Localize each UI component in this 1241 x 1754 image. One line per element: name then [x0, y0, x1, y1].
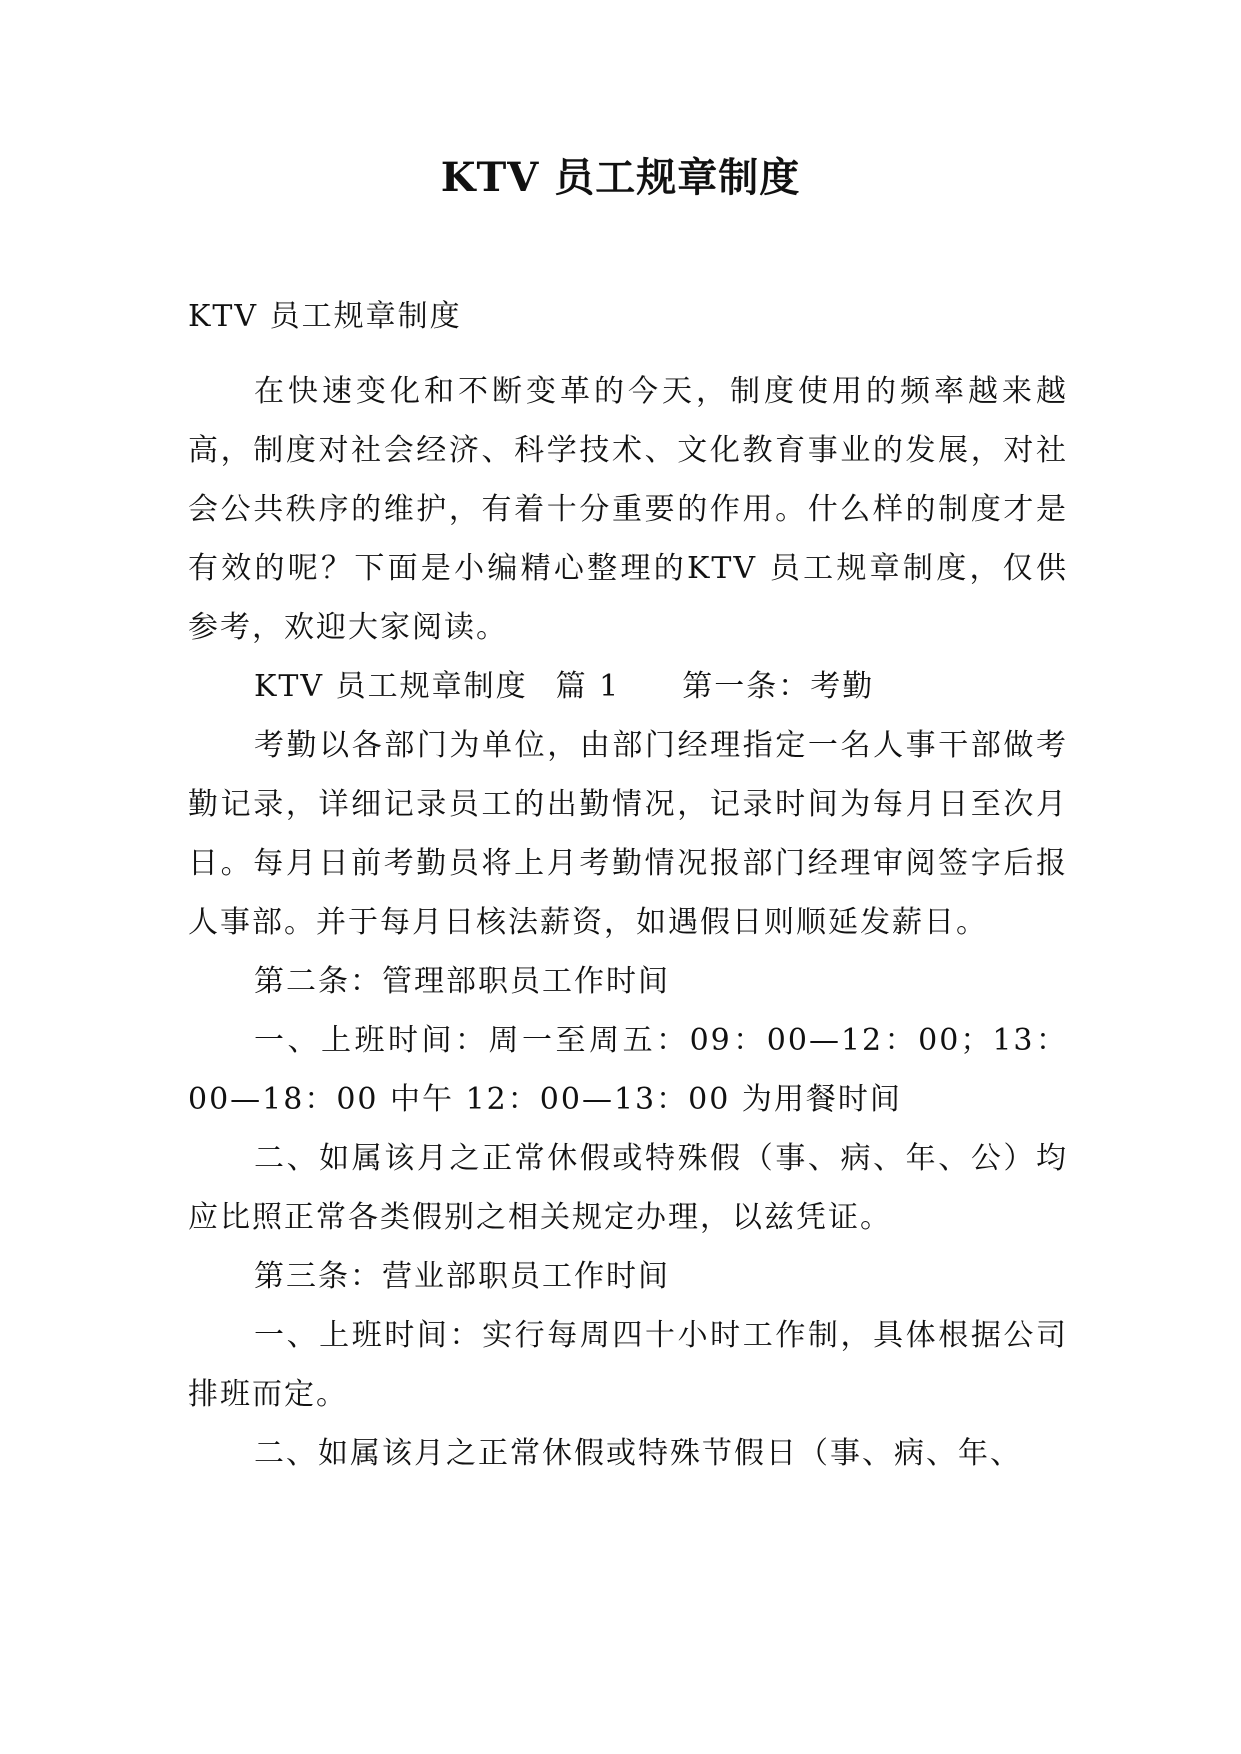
- article2-title: 第二条：管理部职员工作时间: [254, 964, 670, 999]
- article2-item2: 二、如属该月之正常休假或特殊假（事、病、年、公）均应比照正常各类假别之相关规定办理，以兹凭证。: [188, 1141, 1068, 1235]
- article1-title: 第一条：考勤: [682, 669, 875, 704]
- section-part: 篇 1: [555, 669, 621, 704]
- section-heading-line: [188, 657, 1068, 716]
- article3-item1: 一、上班时间：实行每周四十小时工作制，具体根据公司排班而定。: [188, 1318, 1068, 1412]
- article3-item2: 二、如属该月之正常休假或特殊节假日（事、病、年、: [254, 1436, 1022, 1471]
- article1-body: 考勤以各部门为单位，由部门经理指定一名人事干部做考勤记录，详细记录员工的出勤情况，记录时间为每月日至次月日。每月日前考勤员将上月考勤情况报部门经理审阅签字后报人事部。并于每月日核法薪资，如遇假日则顺延发薪日。: [188, 728, 1068, 940]
- document-title: KTV 员工规章制度: [440, 154, 801, 201]
- section-heading: KTV 员工规章制度: [254, 669, 528, 704]
- intro-paragraph: 在快速变化和不断变革的今天，制度使用的频率越来越高，制度对社会经济、科学技术、文化教育事业的发展，对社会公共秩序的维护，有着十分重要的作用。什么样的制度才是有效的呢？下面是小编精心整理的KTV 员工规章制度，仅供参考，欢迎大家阅读。: [188, 374, 1068, 645]
- article2-item1: 一、上班时间：周一至周五：09：00—12：00；13：00—18：00 中午 12：00—13：00 为用餐时间: [188, 1023, 1068, 1117]
- document-body: [188, 362, 1068, 1483]
- article3-title: 第三条：营业部职员工作时间: [254, 1259, 670, 1294]
- document-subtitle: KTV 员工规章制度: [188, 299, 462, 334]
